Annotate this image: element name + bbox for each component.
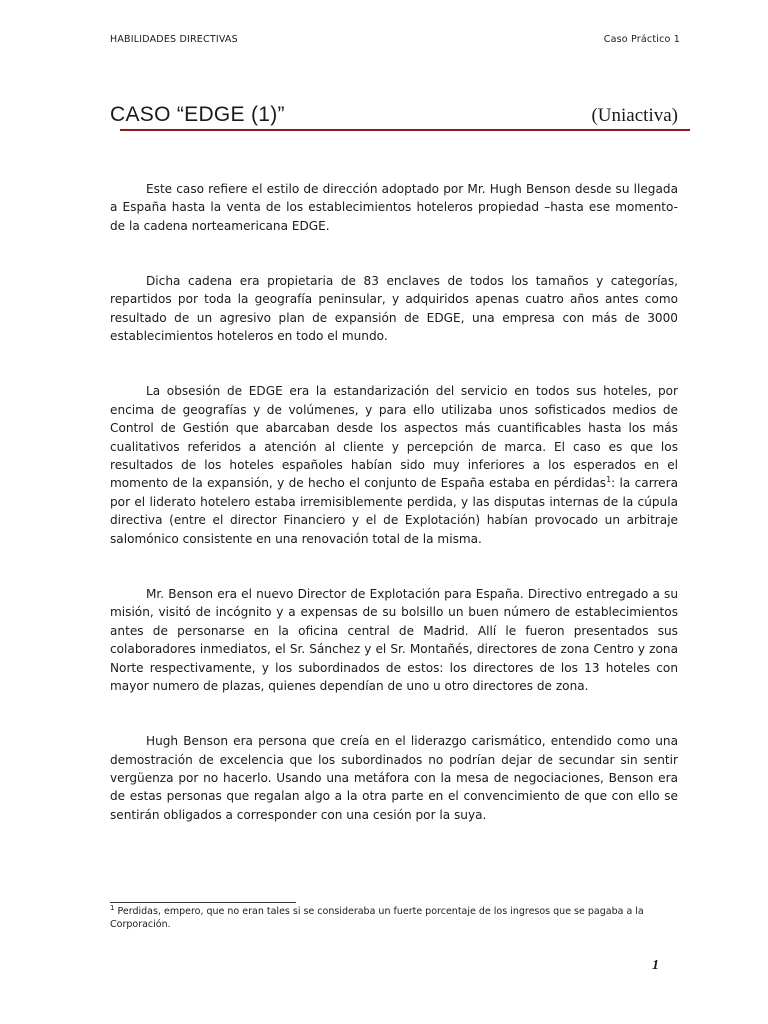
title-underline — [120, 129, 690, 131]
paragraph-standardization-text: La obsesión de EDGE era la estandarización del servicio en todos sus hoteles, por encima de geografías y de volúmenes, y para ello utilizaba unos sofisticados medios de Control de Gestión que abarcaban desde los aspectos más cuantificables hasta los más cualitativos referidos a atención al cliente y percepción de marca. El caso es que los resultados de los hoteles españoles habían sido muy inferiores a los esperados en el momento de la expansión, y de hecho el conjunto de España estaba en pérdidas — [110, 384, 678, 491]
publisher-tag: (Uniactiva) — [591, 105, 678, 126]
title-row — [110, 103, 678, 131]
paragraph-benson: Mr. Benson era el nuevo Director de Explotación para España. Directivo entregado a su misión, visitó de incógnito y a expensas de su bolsillo un buen número de establecimientos antes de personarse en la oficina central de Madrid. Allí le fueron presentados sus colaboradores inmediatos, el Sr. Sánchez y el Sr. Montañés, directores de zona Centro y zona Norte respectivamente, y los subordinados de estos: los directores de los 13 hoteles con mayor numero de plazas, quienes dependían de uno u otro directores de zona. — [110, 586, 678, 693]
paragraph-chain: Dicha cadena era propietaria de 83 enclaves de todos los tamaños y categorías, repartidos por toda la geografía peninsular, y adquiridos apenas cuatro años antes como resultado de un agresivo plan de expansión de EDGE, una empresa con más de 3000 establecimientos hoteleros en todo el mundo. — [110, 274, 678, 344]
paragraph-standardization — [110, 382, 678, 548]
paragraph-standardization-continuation: : la carrera por el liderato hotelero estaba irremisiblemente perdida, y las disputas internas de la cúpula directiva (entre el director Financiero y el de Explotación) habían provocado un arbitraje salomónico consistente en una renovación total de la misma. — [110, 476, 678, 546]
running-header — [110, 34, 680, 48]
footnote-mark: 1 — [110, 903, 115, 912]
footnote-reference[interactable]: 1 — [606, 475, 612, 485]
case-title: CASO “EDGE (1)” — [110, 103, 285, 126]
footnote-separator — [110, 902, 296, 903]
footnote — [110, 903, 678, 931]
header-case-label: Caso Práctico 1 — [603, 34, 680, 45]
page-number: 1 — [652, 958, 659, 973]
case-body — [110, 180, 678, 861]
footnote-text: Perdidas, empero, que no eran tales si se consideraba un fuerte porcentaje de los ingresos que se pagaba a la Corporación. — [110, 906, 644, 930]
header-course-title: HABILIDADES DIRECTIVAS — [110, 34, 238, 45]
paragraph-leadership: Hugh Benson era persona que creía en el liderazgo carismático, entendido como una demostración de excelencia que los subordinados no podrían dejar de secundar sin sentir vergüenza por no hacerlo. Usando una metáfora con la mesa de negociaciones, Benson era de estas personas que regalan algo a la otra parte en el convencimiento de que con ello se sentirán obligados a corresponder con una cesión por la suya. — [110, 734, 678, 822]
paragraph-intro: Este caso refiere el estilo de dirección adoptado por Mr. Hugh Benson desde su llegada a España hasta la venta de los establecimientos hoteleros propiedad –hasta ese momento- de la cadena norteamericana EDGE. — [110, 182, 678, 233]
